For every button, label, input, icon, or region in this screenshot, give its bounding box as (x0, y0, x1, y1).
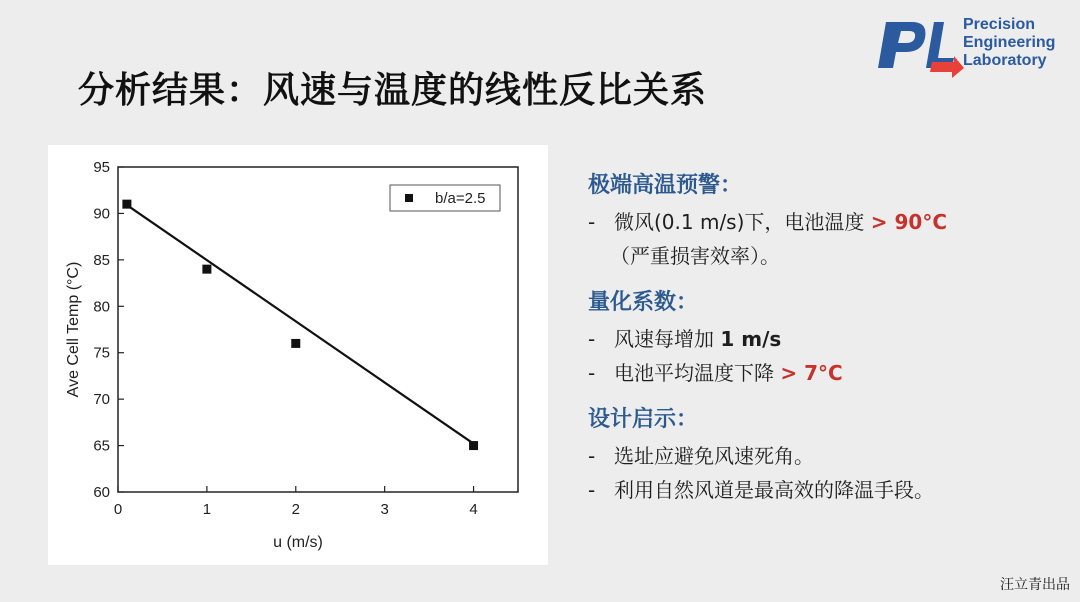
data-point (122, 200, 131, 209)
plot-frame (118, 167, 518, 492)
y-tick-label: 95 (93, 159, 110, 176)
y-tick-label: 80 (93, 298, 110, 316)
chart-panel (48, 145, 548, 565)
slide-title: 分析结果：风速与温度的线性反比关系 (78, 70, 708, 111)
y-tick-label: 65 (93, 437, 110, 455)
heading-extreme-heat: 极端高温预警： (588, 173, 743, 198)
data-point (469, 441, 478, 450)
section-coefficient (588, 285, 1068, 390)
lab-name-line2: Engineering (963, 34, 1056, 51)
bullet-natural-wind (588, 473, 1068, 507)
bullet-temp-drop (588, 356, 1068, 390)
bullet-dash: - (588, 478, 596, 502)
x-axis-title: u (m/s) (273, 534, 323, 551)
bullet-wind-increase (588, 322, 1068, 356)
bullet-dash: - (588, 444, 596, 468)
lab-name-line1: Precision (963, 16, 1036, 33)
wind-unit-bold: 1 m/s (720, 327, 782, 351)
x-tick-label: 1 (202, 501, 212, 518)
bullet-continuation: （严重损害效率）。 (610, 244, 780, 268)
temp-highlight: > 90°C (870, 210, 948, 234)
section-design (588, 402, 1068, 507)
y-tick-label: 85 (93, 251, 110, 269)
bullet-dash: - (588, 210, 596, 234)
legend-marker (405, 194, 413, 202)
bullet-text: 风速每增加 (614, 327, 714, 351)
y-tick-label: 60 (93, 484, 110, 501)
y-axis-title: Ave Cell Temp (°C) (65, 261, 82, 398)
y-tick-label: 70 (93, 391, 110, 409)
data-point (202, 265, 211, 274)
fit-line (127, 205, 474, 444)
bullet-text: 利用自然风道是最高效的降温手段。 (614, 478, 934, 502)
bullet-site-selection (588, 439, 1068, 473)
bullet-dash: - (588, 327, 596, 351)
bullet-breeze-temp (588, 205, 1068, 239)
section-extreme-heat (588, 168, 1068, 273)
data-point (291, 339, 300, 348)
x-tick-label: 3 (380, 501, 389, 518)
x-tick-label: 4 (469, 501, 478, 518)
legend-label: b/a=2.5 (435, 190, 486, 207)
chart-legend-group (390, 185, 500, 211)
drop-highlight: > 7°C (780, 361, 843, 385)
chart-fit-group (127, 205, 474, 444)
heading-design: 设计启示： (588, 407, 699, 432)
temperature-chart (48, 145, 548, 565)
bullet-text: 微风(0.1 m/s)下，电池温度 (614, 210, 865, 234)
bullet-text: 电池平均温度下降 (614, 361, 774, 385)
y-tick-label: 75 (93, 344, 110, 362)
chart-axes-group (65, 159, 518, 551)
logo-p-shape (878, 22, 925, 68)
lab-name (963, 16, 1055, 70)
credit-text: 汪立青出品 (1000, 577, 1070, 593)
logo-l-shape (926, 22, 954, 68)
bullet-text: 选址应避免风速死角。 (614, 444, 814, 468)
lab-name-line3: Laboratory (963, 52, 1047, 69)
notes-panel (588, 168, 1068, 519)
bullet-dash: - (588, 361, 596, 385)
x-tick-label: 0 (113, 501, 123, 518)
x-tick-label: 2 (291, 501, 300, 518)
heading-coefficient: 量化系数： (588, 290, 699, 315)
y-tick-label: 90 (93, 205, 110, 223)
